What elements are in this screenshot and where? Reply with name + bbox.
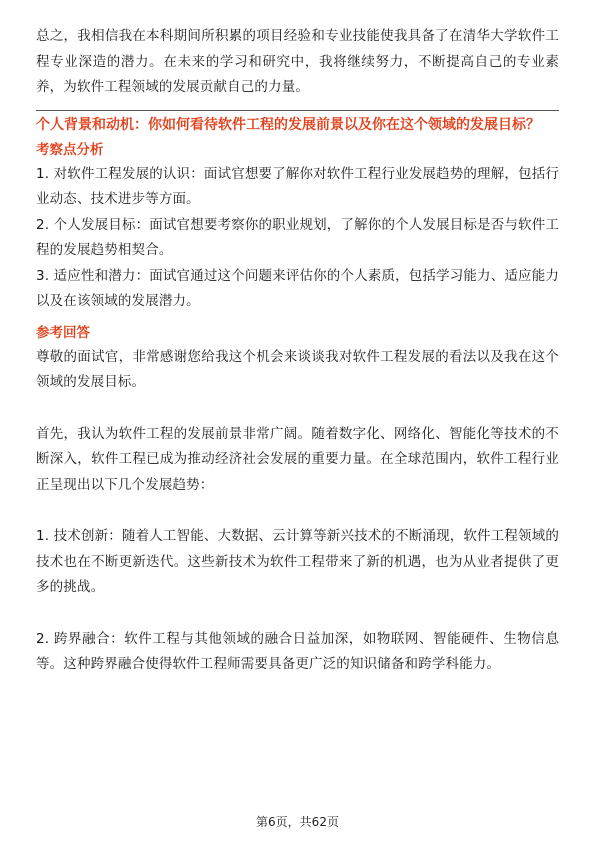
question-title: 个人背景和动机：你如何看待软件工程的发展前景以及你在这个领域的发展目标？ — [36, 116, 540, 133]
analysis-point-3: 3. 适应性和潜力：面试官通过这个问题来评估你的个人素质，包括学习能力、适应能力以及在该领域的发展潜力。 — [36, 267, 559, 309]
analysis-point-1: 1. 对软件工程发展的认识：面试官想要了解你对软件工程行业发展趋势的理解，包括行业动态、技术进步等方面。 — [36, 165, 559, 207]
answer-heading: 参考回答 — [36, 324, 90, 341]
paragraph-spacer — [36, 601, 559, 627]
answer-paragraph-2: 首先，我认为软件工程的发展前景非常广阔。随着数字化、网络化、智能化等技术的不断深入，软件工程已成为推动经济社会发展的重要力量。在全球范围内，软件工程行业正呈现出以下几个发展趋势： — [36, 425, 559, 493]
analysis-heading: 考察点分析 — [36, 141, 104, 158]
answer-paragraph-1: 尊敬的面试官，非常感谢您给我这个机会来谈谈我对软件工程发展的看法以及我在这个领域的发展目标。 — [36, 348, 559, 390]
intro-paragraph: 总之，我相信我在本科期间所积累的项目经验和专业技能使我具备了在清华大学软件工程专业深造的潜力。在未来的学习和研究中，我将继续努力，不断提高自己的专业素养，为软件工程领域的发展贡献自己的力量。 — [36, 28, 559, 95]
paragraph-spacer — [36, 396, 559, 422]
analysis-point-2: 2. 个人发展目标：面试官想要考察你的职业规划，了解你的个人发展目标是否与软件工程的发展趋势相契合。 — [36, 216, 559, 258]
answer-paragraph-3: 1. 技术创新：随着人工智能、大数据、云计算等新兴技术的不断涌现，软件工程领域的技术也在不断更新迭代。这些新技术为软件工程带来了新的机遇，也为从业者提供了更多的挑战。 — [36, 528, 559, 595]
page-number: 第6页，共62页 — [256, 815, 339, 829]
document-page — [36, 24, 559, 678]
section-divider — [36, 110, 559, 111]
answer-paragraph-4: 2. 跨界融合：软件工程与其他领域的融合日益加深，如物联网、智能硬件、生物信息等。这种跨界融合使得软件工程师需要具备更广泛的知识储备和跨学科能力。 — [36, 630, 559, 672]
paragraph-spacer — [36, 498, 559, 524]
